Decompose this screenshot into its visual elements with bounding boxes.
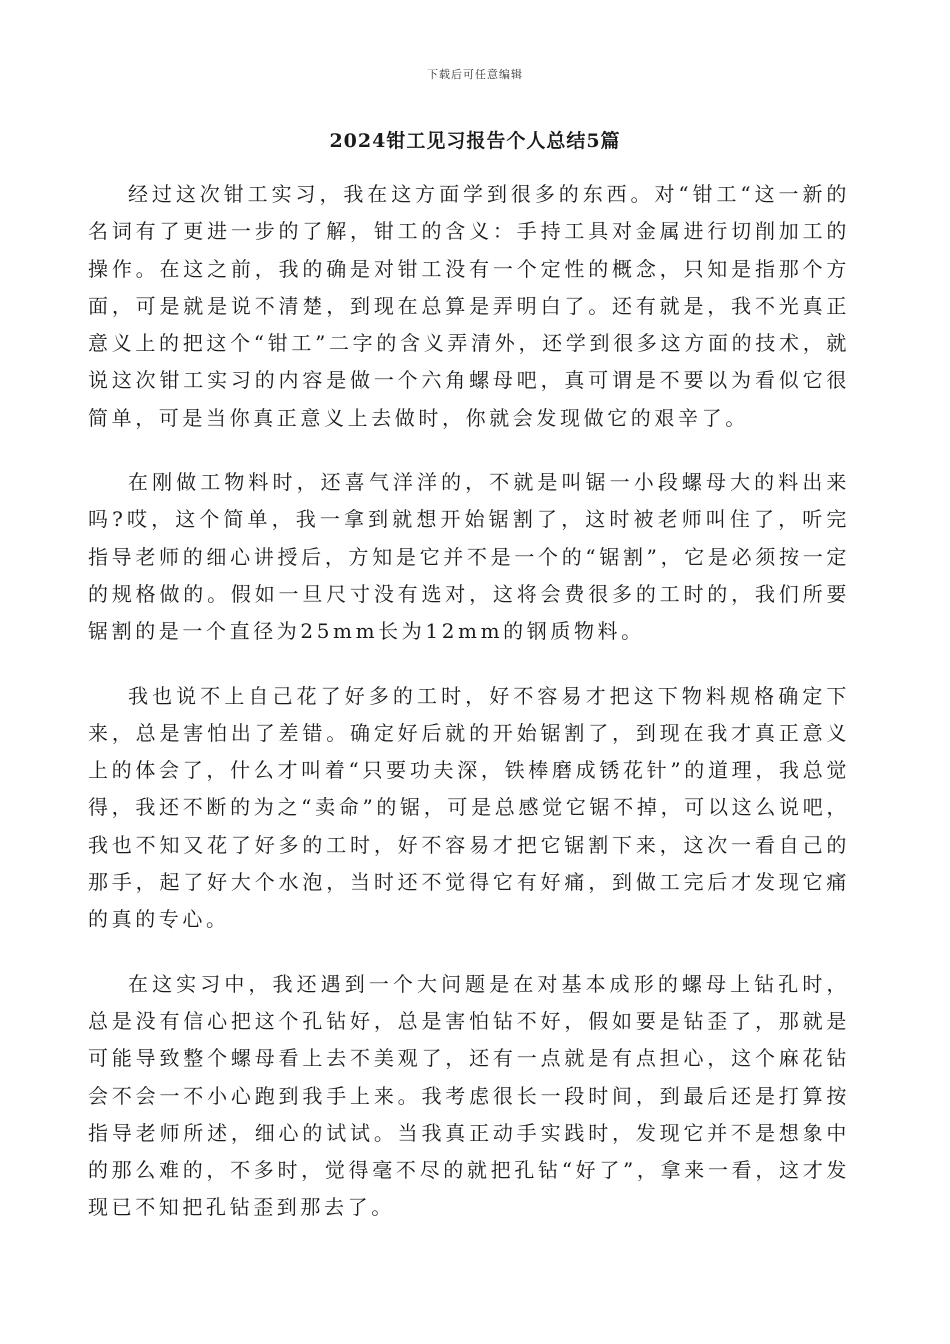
paragraph-3: 我也说不上自己花了好多的工时，好不容易才把这下物料规格确定下来，总是害怕出了差错。确定好后就的开始锯割了，到现在我才真正意义上的体会了，什么才叫着“只要功夫深，铁棒磨成锈花针”的道理，我总觉得，我还不断的为之“卖命”的锯，可是总感觉它锯不掉，可以这么说吧，我也不知又花了好多的工时，好不容易才把它锯割下来，这次一看自己的那手，起了好大个水泡，当时还不觉得它有好痛，到做工完后才发现它痛的真的专心。 [88,683,850,932]
paragraph-2: 在刚做工物料时，还喜气洋洋的，不就是叫锯一小段螺母大的料出来吗?哎，这个简单，我一拿到就想开始锯割了，这时被老师叫住了，听完指导老师的细心讲授后，方知是它并不是一个的“锯割”，它是必须按一定的规格做的。假如一旦尺寸没有选对，这将会费很多的工时的，我们所要锯割的是一个直径为25mm长为12mm的钢质物料。 [88,470,850,644]
paragraph-4: 在这实习中，我还遇到一个大问题是在对基本成形的螺母上钻孔时，总是没有信心把这个孔钻好，总是害怕钻不好，假如要是钻歪了，那就是可能导致整个螺母看上去不美观了，还有一点就是有点担心，这个麻花钻会不会一不小心跑到我手上来。我考虑很长一段时间，到最后还是打算按指导老师所述，细心的试试。当我真正动手实践时，发现它并不是想象中的那么难的，不多时，觉得毫不尽的就把孔钻“好了”，拿来一看，这才发现已不知把孔钻歪到那去了。 [88,971,850,1220]
document-title: 2024钳工见习报告个人总结5篇 [329,130,621,152]
document-body [88,176,850,1254]
paragraph-1: 经过这次钳工实习，我在这方面学到很多的东西。对“钳工“这一新的名词有了更进一步的了解，钳工的含义：手持工具对金属进行切削加工的操作。在这之前，我的确是对钳工没有一个定性的概念，只知是指那个方面，可是就是说不清楚，到现在总算是弄明白了。还有就是，我不光真正意义上的把这个“钳工”二字的含义弄清外，还学到很多这方面的技术，就说这次钳工实习的内容是做一个六角螺母吧，真可谓是不要以为看似它很简单，可是当你真正意义上去做时，你就会发现做它的艰辛了。 [88,182,850,430]
header-note: 下载后可任意编辑 [427,68,523,81]
